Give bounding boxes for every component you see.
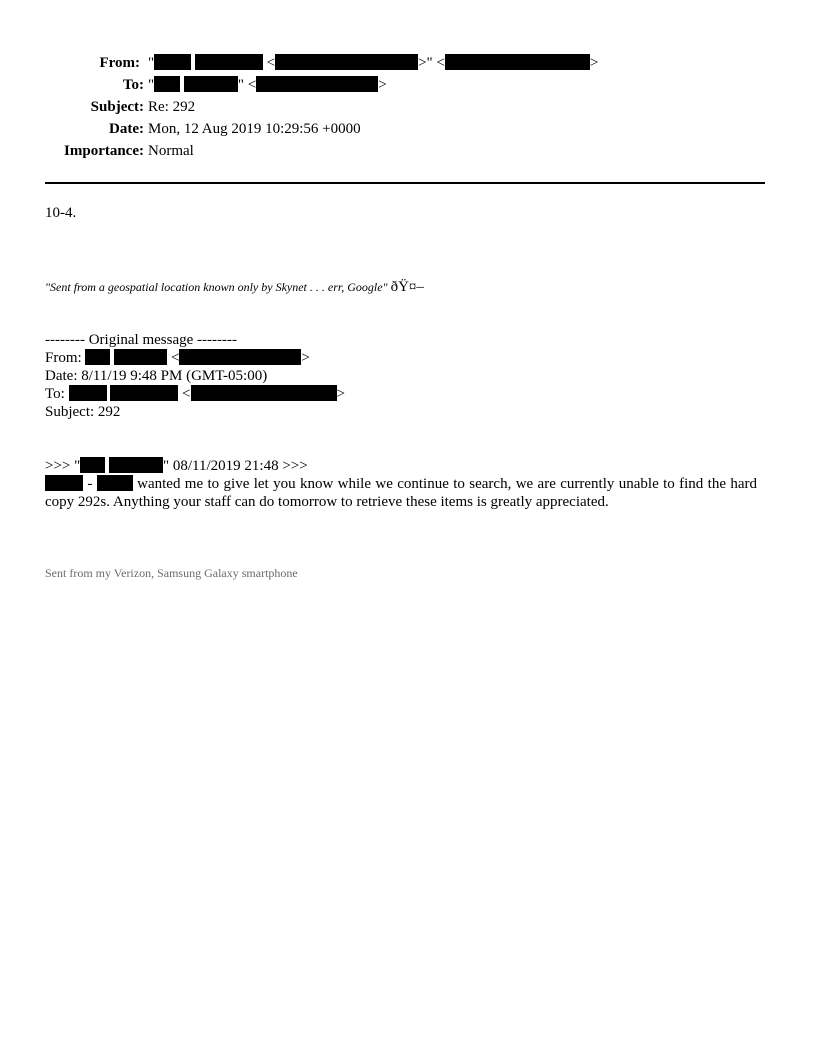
signature-glyphs: ðŸ¤–	[390, 279, 424, 295]
header-importance-row	[0, 140, 144, 162]
header-to-row	[0, 74, 144, 96]
redaction-box	[195, 54, 263, 70]
redaction-box	[445, 54, 590, 70]
redaction-box	[97, 475, 133, 491]
from-value: " < >" < >	[148, 55, 599, 71]
redaction-box	[184, 76, 238, 92]
header-from-row	[0, 52, 144, 74]
redaction-box	[69, 385, 107, 401]
original-subject-line: Subject: 292	[45, 404, 121, 420]
original-from-line: From: < >	[45, 350, 310, 366]
redaction-box	[256, 76, 378, 92]
date-value: Mon, 12 Aug 2019 10:29:56 +0000	[148, 121, 361, 137]
to-label: To:	[122, 77, 144, 93]
redaction-box	[85, 349, 110, 365]
reply-signature	[45, 278, 424, 296]
from-label: From:	[99, 55, 140, 71]
original-to-line: To: < >	[45, 386, 345, 402]
quoted-header	[45, 457, 308, 475]
header-date-row	[0, 118, 144, 140]
quoted-message-text: wanted me to give let you know while we continue to search, we are currently unable to find the hard copy 292s. Anything your staff can do tomorrow to retrieve these items is greatly appreciated.	[45, 476, 758, 510]
quoted-dash: -	[87, 476, 93, 492]
reply-text: 10-4.	[45, 205, 77, 221]
importance-label: Importance:	[64, 143, 144, 159]
redaction-box	[109, 457, 163, 473]
redaction-box	[80, 457, 105, 473]
quoted-suffix: " 08/11/2019 21:48 >>>	[163, 458, 308, 474]
header-subject-row	[0, 96, 144, 118]
original-to-label: To:	[45, 386, 65, 402]
redaction-box	[275, 54, 418, 70]
redaction-box	[154, 76, 180, 92]
signature-text: "Sent from a geospatial location known only by Skynet . . . err, Google"	[45, 280, 388, 294]
redaction-box	[191, 385, 337, 401]
quoted-prefix: >>> "	[45, 458, 81, 474]
subject-value: Re: 292	[148, 99, 196, 115]
original-from-label: From:	[45, 350, 82, 366]
header-divider	[45, 182, 765, 184]
redaction-box	[110, 385, 178, 401]
redaction-box	[179, 349, 301, 365]
original-date-line: Date: 8/11/19 9:48 PM (GMT-05:00)	[45, 368, 268, 384]
quoted-message	[45, 475, 757, 511]
redaction-box	[154, 54, 191, 70]
footer-signature: Sent from my Verizon, Samsung Galaxy smartphone	[45, 566, 298, 580]
to-value: " " < >	[148, 77, 387, 93]
redaction-box	[45, 475, 83, 491]
date-label: Date:	[109, 121, 144, 137]
subject-label: Subject:	[90, 99, 144, 115]
importance-value: Normal	[148, 143, 194, 159]
redaction-box	[114, 349, 167, 365]
original-separator: -------- Original message --------	[45, 332, 237, 348]
